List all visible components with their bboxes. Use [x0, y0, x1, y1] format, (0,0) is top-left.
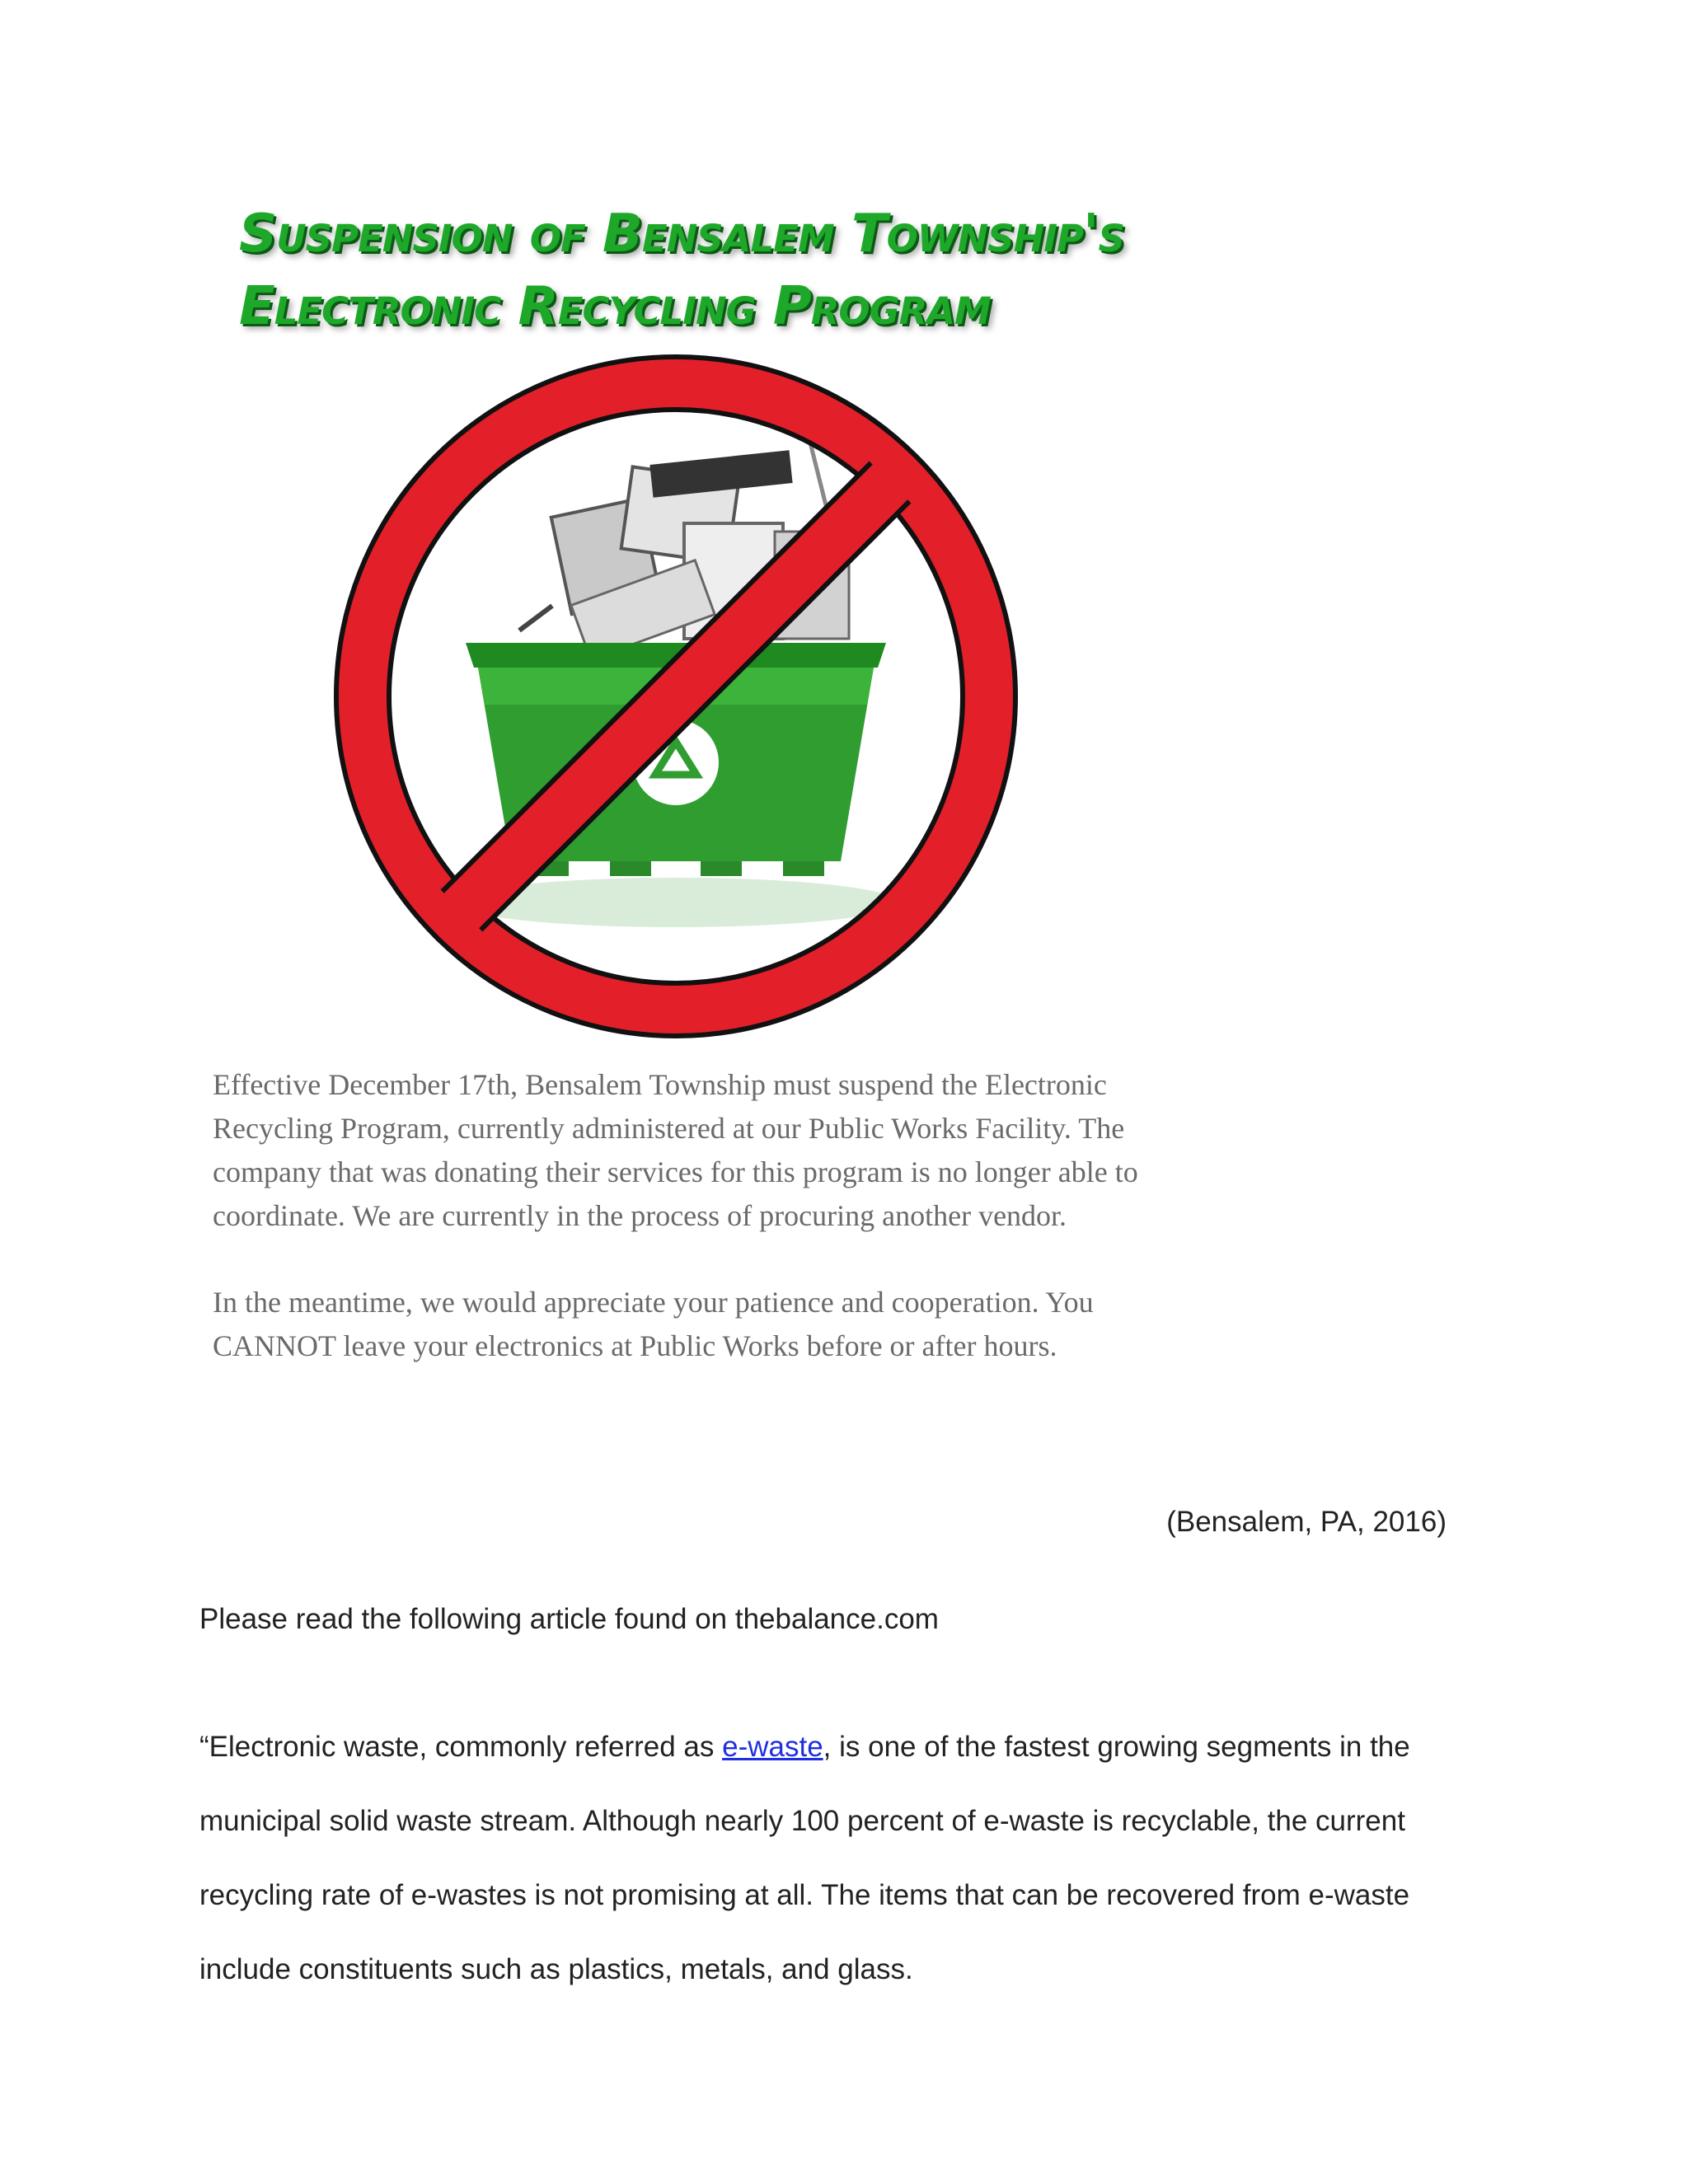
quote-text-end: , is one of the fastest growing segments in the municipal solid waste stream. Although nearly 100 percent of e-waste is recyclable, the current recycling rate of e-wastes is not promising at all. The items that can be recovered from e-waste include constituents such as plastics, metals, and glass. — [199, 1731, 1410, 1985]
flyer-image — [198, 181, 1146, 1483]
intro-line: Please read the following article found on thebalance.com — [199, 1603, 939, 1635]
flyer-notice — [213, 1063, 1144, 1411]
flyer-title-line-1: Suspension of Bensalem Township's — [239, 204, 1124, 265]
article-quote — [199, 1710, 1502, 2007]
notice-paragraph-1: Effective December 17th, Bensalem Township must suspend the Electronic Recycling Program, currently administered at our Public Works Facility. The company that was donating their services for this program is no longer able to coordinate. We are currently in the process of procuring another vendor. — [213, 1068, 1138, 1232]
e-waste-link[interactable]: e-waste — [722, 1731, 823, 1763]
notice-paragraph-2: In the meantime, we would appreciate your patience and cooperation. You CANNOT leave your electronics at Public Works before or after hours. — [213, 1286, 1094, 1362]
image-citation: (Bensalem, PA, 2016) — [1166, 1506, 1447, 1538]
no-recycling-bin-icon — [313, 334, 1039, 1059]
flyer-title — [239, 198, 1146, 343]
quote-text-start: “Electronic waste, commonly referred as — [199, 1731, 723, 1763]
flyer-title-line-2: Electronic Recycling Program — [239, 276, 991, 337]
